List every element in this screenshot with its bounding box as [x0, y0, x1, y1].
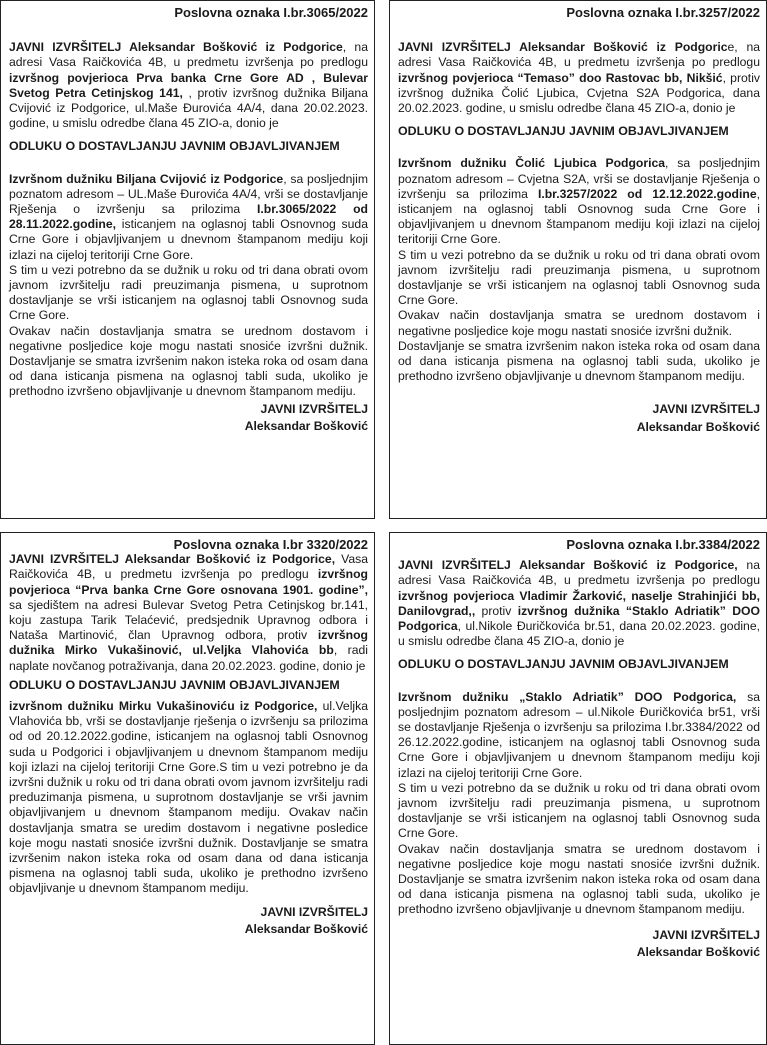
- notice-ref: Poslovna oznaka I.br 3320/2022: [173, 537, 368, 552]
- notice-intro: [9, 552, 368, 674]
- intro-text: sa sjedištem na adresi Bulevar Svetog Petra Cetinjskog br.141, koju zastupa Tarik Telaćević, predsjednik Upravnog odbora i Nataša Martinović, član Upravnog odbora, protiv: [9, 597, 368, 643]
- notice-3320: [0, 532, 375, 1045]
- body-debtor: Izvršnom dužniku Biljana Cvijović iz Podgorice: [9, 171, 284, 186]
- intro-text: , na adresi Vasa Raičkovića 4B, u predmetu izvršenja po predlogu: [9, 40, 368, 70]
- notice-paragraph: S tim u vezi potrebno da se dužnik u roku od tri dana obrati ovom javnom izvršitelju radi preuzimanja pismena, u suprotnom dostavljanje se vrši isticanjem na oglasnoj tabli Osnovnog suda Crne Gore.: [398, 780, 760, 841]
- notice-paragraph: Ovakav način dostavljanja smatra se urednom dostavom i negativne posljedice koje mogu nastati snosiće izvršni dužnik. Dostavljanje se smatra izvršenim nakon isteka roka od osam dana od dana isticanja pismena na oglasnoj tabli suda, ukoliko je prethodno izvršeno objavljivanje u dnevnom štampanom mediju.: [398, 841, 760, 917]
- decision-title: ODLUKU O DOSTAVLJANJU JAVNIM OBJAVLJIVANJEM: [9, 677, 340, 692]
- body-debtor: Izvršnom dužniku „Staklo Adriatik” DOO Podgorica,: [398, 689, 737, 704]
- intro-creditor: izvršnog povjerioca “Temaso” doo Rastovac bb, Nikšić: [398, 70, 723, 85]
- intro-creditor: izvršnog povjerioca Vladimir Žarković, naselje Strahinjići bb, Danilovgrad,,: [398, 588, 760, 618]
- notice-intro: [398, 558, 760, 649]
- body-text: , isticanjem na oglasnoj tabli Osnovnog suda Crne Gore i objavljivanjem u dnevnom štampanom mediju koji izlazi na cijeloj teritoriji Crne Gore.: [398, 186, 760, 247]
- notice-paragraph: Ovakav način dostavljanja smatra se urednom dostavom i negativne posljedice koje mogu nastati snosiće izvršni dužnik. Dostavljanje se smatra izvršenim nakon isteka roka od osam dana od dana isticanja pismena na oglasnoj tabli suda, ukoliko je prethodno izvršeno objavljivanje u dnevnom štampanom mediju.: [9, 323, 368, 399]
- intro-debtor: izvršnog dužnika “Staklo Adriatik” DOO Podgorica: [398, 603, 760, 634]
- signature-name: Aleksandar Bošković: [244, 418, 368, 433]
- intro-text: protiv: [475, 603, 518, 618]
- body-ref: I.br.3257/2022 od 12.12.2022.godine: [537, 186, 757, 201]
- intro-debtor: izvršnog dužnika Mirko Vukašinović, ul.Veljka Vlahovića bb: [9, 628, 368, 658]
- notice-ref: Poslovna oznaka I.br.3065/2022: [174, 5, 368, 20]
- intro-text: Vasa Raičkovića 4B, u predmetu izvršenja po predlogu: [9, 552, 368, 582]
- signature-name: Aleksandar Bošković: [244, 921, 368, 936]
- intro-text: , protiv izvršnog dužnika Čolić Ljubica, Cvjetna S2A Podgorica, dana 20.02.2023. godine, u smislu odredbe člana 45 ZIO-a, donio je: [398, 70, 760, 116]
- intro-text: , radi naplate novčanog potraživanja, dana 20.02.2023. godine, donio je: [9, 643, 368, 673]
- notice-body: [9, 172, 368, 263]
- intro-enforcer: JAVNI IZVRŠITELJ Aleksandar Bošković iz Podgoric: [398, 40, 728, 55]
- notice-3065: [0, 0, 375, 519]
- notice-body: [398, 690, 760, 781]
- notice-paragraph: Ovakav način dostavljanja smatra se urednom dostavom i negativne posljedice koje mogu nastati snosiće izvršni dužnik.: [398, 308, 760, 338]
- body-debtor: Izvršnom dužniku Čolić Ljubica Podgorica: [398, 156, 666, 171]
- intro-enforcer: JAVNI IZVRŠITELJ Aleksandar Bošković iz Podgorice,: [9, 552, 336, 567]
- signature-title: JAVNI IZVRŠITELJ: [260, 401, 368, 416]
- notice-ref: Poslovna oznaka I.br.3257/2022: [566, 5, 760, 20]
- body-ref: I.br.3065/2022 od 28.11.2022.godine,: [9, 202, 369, 232]
- notice-paragraph: Dostavljanje se smatra izvršenim nakon isteka roka od osam dana od dana isticanja pismena na oglasnoj tabli suda, ukoliko je prethodno izvršeno objavljivanje u dnevnom štampanom mediju.: [398, 338, 760, 384]
- notice-paragraph: S tim u vezi potrebno da se dužnik u roku od tri dana obrati ovom javnom izvršitelju radi preuzimanja pismena, u suprotnom dostavljanje se vrši isticanjem na oglasnoj tabli Osnovnog suda Crne Gore.: [398, 247, 760, 308]
- body-text: isticanjem na oglasnoj tabli Osnovnog suda Crne Gore i objavljivanjem u dnevnom štampanom mediju koji izlazi na cijeloj teritoriji Crne Gore.: [9, 217, 368, 262]
- body-text: , sa posljednjim poznatom adresom – Cvjetna S2A, vrši se dostavljanje Rješenja o izvršenju sa prilozima: [398, 156, 760, 201]
- signature-title: JAVNI IZVRŠITELJ: [652, 927, 760, 942]
- notice-3257: [389, 0, 767, 519]
- notice-ref: Poslovna oznaka I.br.3384/2022: [566, 537, 760, 552]
- intro-enforcer: JAVNI IZVRŠITELJ Aleksandar Bošković iz Podgorice: [9, 40, 343, 55]
- signature-title: JAVNI IZVRŠITELJ: [260, 904, 368, 919]
- body-text: sa posljednjim poznatom adresom – ul.Nikole Đuričkovića br51, vrši se dostavljanje Rješenja o izvršenju sa prilozima I.br.3384/2022 od 26.12.2022.godine, isticanjem na oglasnoj tabli Osnovnog suda Crne Gore i objavljivanjem u dnevnom štampanom mediju koji izlazi na cijeloj teritoriji Crne Gore.: [398, 689, 760, 780]
- notice-body: [9, 699, 368, 897]
- intro-text: , ul.Nikole Đuričkovića br.51, dana 20.02.2023. godine, u smislu odredbe člana 45 ZIO-a, donio je: [398, 619, 760, 649]
- intro-creditor: izvršnog povjerioca “Prva banka Crne Gore osnovana 1901. godine”,: [9, 567, 368, 597]
- signature-title: JAVNI IZVRŠITELJ: [652, 402, 760, 417]
- body-text: ul.Veljka Vlahovića bb, vrši se dostavljanje rješenja o izvršenju sa prilozima od od 20.12.2022.godine, isticanjem na oglasnoj tabli Osnovnog suda u Podgorici i objavljivanjem u dnevnom štampanom mediju koji izlazi na cijeloj teritoriji Crne Gore.S tim u vezi potrebno je da izvršni dužnik u roku od tri dana obrati ovom javnom izvršitelju radi preduzimanja pismena, u suprotnom dostavljanje se vrši javnim objavljivanjem u dnevnom štampanom mediju. Ovakav način dostavljanja smatra se uredim dostavom i negativne posledice koje mogu nastati snosiće izvršni dužnik. Dostavljanje se smatra izvršenim nakon isteka roka od osam dana od dana isticanja pismena na oglasnoj tabli suda, ukoliko je prethodno izvršeno objavljivanje u dnevnom štampanom mediju.: [9, 699, 368, 896]
- body-text: , sa posljednjim poznatom adresom – UL.Maše Đurovića 4A/4, vrši se dostavljanje Rješenja o izvršenju sa prilozima: [9, 171, 369, 217]
- notice-3384: [389, 532, 767, 1045]
- decision-title: ODLUKU O DOSTAVLJANJU JAVNIM OBJAVLJIVANJEM: [9, 139, 340, 154]
- intro-creditor: izvršnog povjerioca Prva banka Crne Gore AD , Bulevar Svetog Petra Cetinjskog 141,: [9, 70, 368, 100]
- notice-paragraph: S tim u vezi potrebno da se dužnik u roku od tri dana obrati ovom javnom izvršitelju radi preuzimanja pismena, u suprotnom dostavljanje se vrši isticanjem na oglasnoj tabli Osnovnog suda Crne Gore.: [9, 262, 368, 323]
- signature-name: Aleksandar Bošković: [636, 944, 760, 959]
- signature-name: Aleksandar Bošković: [636, 419, 760, 434]
- notice-intro: [9, 40, 368, 131]
- notice-intro: [398, 40, 760, 116]
- intro-text: na adresi Vasa Raičkovića 4B, u predmetu izvršenja po predlogu: [398, 558, 760, 588]
- notice-body: [398, 156, 760, 247]
- body-debtor: izvršnom dužniku Mirku Vukašinoviću iz Podgorice,: [9, 699, 318, 714]
- decision-title: ODLUKU O DOSTAVLJANJU JAVNIM OBJAVLJIVANJEM: [398, 124, 729, 139]
- intro-text: , protiv izvršnog dužnika Biljana Cvijović iz Podgorice, ul.Maše Đurovića 4A/4, dana 20.02.2023. godine, u smislu odredbe člana 45 ZIO-a, donio je: [9, 85, 368, 131]
- intro-enforcer: JAVNI IZVRŠITELJ Aleksandar Bošković iz Podgorice,: [398, 558, 738, 573]
- decision-title: ODLUKU O DOSTAVLJANJU JAVNIM OBJAVLJIVANJEM: [398, 657, 729, 672]
- intro-text: e, na adresi Vasa Raičkovića 4B, u predmetu izvršenja po predlogu: [398, 40, 760, 70]
